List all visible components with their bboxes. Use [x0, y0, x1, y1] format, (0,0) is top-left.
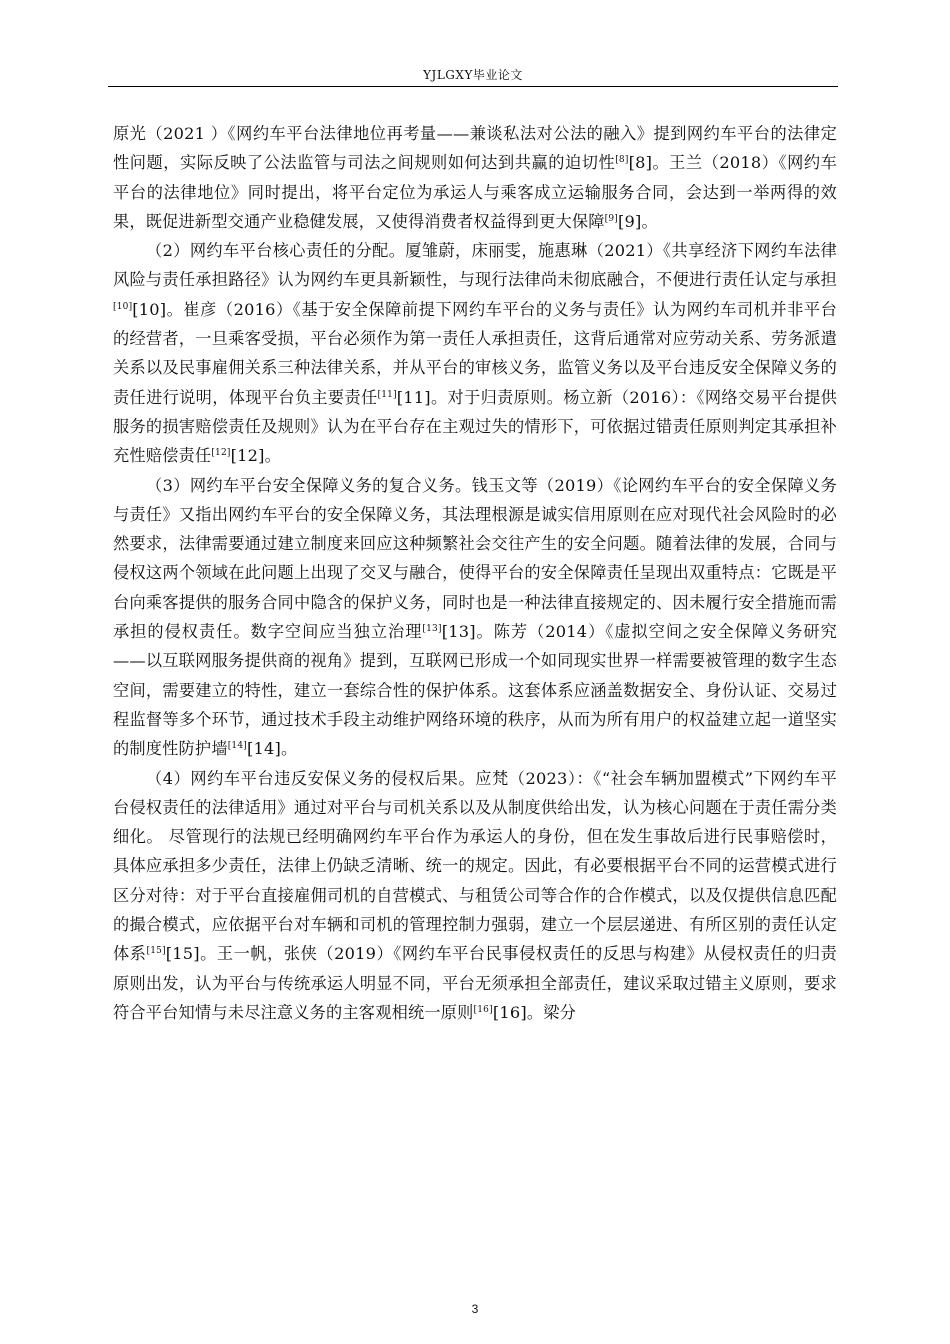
citation-superscript: [15]	[146, 946, 166, 957]
header-divider	[108, 86, 838, 87]
paragraph-text: [11]。对于归责原则。杨立新（2016）：《网络交易平台提供服务的损害赔偿责任及规则》认为在平台存在主观过失的情形下，可依据过错责任原则判定其承担补充性赔偿责任	[113, 387, 837, 466]
citation-superscript: [13]	[422, 624, 442, 635]
paragraph-text: [12]。	[230, 446, 282, 466]
citation-superscript: [9]	[604, 213, 618, 224]
paragraph	[113, 119, 837, 236]
citation-superscript: [12]	[211, 448, 231, 459]
paragraph-text: [10]。崔彦（2016）《基于安全保障前提下网约车平台的义务与责任》认为网约车司机并非平台的经营者，一旦乘客受损，平台必须作为第一责任人承担责任，这背后通常对应劳动关系、劳务派遣关系以及民事雇佣关系三种法律关系，并从平台的审核义务，监管义务以及平台违反安全保障义务的责任进行说明，体现平台负主要责任	[113, 299, 837, 407]
paragraph	[113, 764, 837, 1028]
paragraph	[113, 236, 837, 470]
paragraph-text: 原光（2021 ）《网约车平台法律地位再考量——兼谈私法对公法的融入》提到网约车平台的法律定性问题，实际反映了公法监管与司法之间规则如何达到共赢的迫切性	[113, 124, 837, 173]
citation-superscript: [8]	[615, 155, 629, 166]
page-number: 3	[471, 1302, 479, 1316]
paragraph-text: [13]。陈芳（2014）《虚拟空间之安全保障义务研究——以互联网服务提供商的视角》提到，互联网已形成一个如同现实世界一样需要被管理的数字生态空间，需要建立的特性，建立一套综合性的保护体系。这套体系应涵盖数据安全、身份认证、交易过程监督等多个环节，通过技术手段主动维护网络环境的秩序，从而为所有用户的权益建立起一道坚实的制度性防护墙	[113, 622, 837, 759]
citation-superscript: [14]	[227, 741, 247, 752]
paragraph-text: （4）网约车平台违反安保义务的侵权后果。应梵（2023）：《“社会车辆加盟模式”下网约车平台侵权责任的法律适用》通过对平台与司机关系以及从制度供给出发，认为核心问题在于责任需分类细化。 尽管现行的法规已经明确网约车平台作为承运人的身份，但在发生事故后进行民事赔偿时，具体应承担多少责任，法律上仍缺乏清晰、统一的规定。因此，有必要根据平台不同的运营模式进行区分对待：对于平台直接雇佣司机的自营模式、与租赁公司等合作的合作模式，以及仅提供信息匹配的撮合模式，应依据平台对车辆和司机的管理控制力强弱，建立一个层层递进、有所区别的责任认定体系	[113, 768, 837, 964]
paragraph	[113, 471, 837, 764]
running-header: YJLGXY毕业论文	[423, 68, 523, 82]
body-text	[113, 119, 837, 1027]
citation-superscript: [11]	[377, 389, 397, 400]
paragraph-text: [8]。王兰（2018）《网约车平台的法律地位》同时提出，将平台定位为承运人与乘客成立运输服务合同，会达到一举两得的效果，既促进新型交通产业稳健发展，又使得消费者权益得到更大保障	[113, 153, 837, 231]
paragraph-text: [16]。梁分	[492, 1002, 577, 1022]
citation-superscript: [10]	[113, 301, 133, 312]
paragraph-text: [14]。	[247, 739, 298, 759]
citation-superscript: [16]	[473, 1004, 493, 1015]
paragraph-text: [9]。	[617, 211, 658, 231]
paragraph-text: （2）网约车平台核心责任的分配。厦雏蔚，床丽雯，施惠琳（2021）《共享经济下网约车法律风险与责任承担路径》认为网约车更具新颖性，与现行法律尚未彻底融合，不便进行责任认定与承担	[113, 241, 837, 290]
paragraph-text: （3）网约车平台安全保障义务的复合义务。钱玉文等（2019）《论网约车平台的安全保障义务与责任》又指出网约车平台的安全保障义务，其法理根源是诚实信用原则在应对现代社会风险时的必然要求，法律需要通过建立制度来回应这种频繁社会交往产生的安全问题。随着法律的发展，合同与侵权这两个领域在此问题上出现了交叉与融合，使得平台的安全保障责任呈现出双重特点：它既是平台向乘客提供的服务合同中隐含的保护义务，同时也是一种法律直接规定的、因未履行安全措施而需承担的侵权责任。数字空间应当独立治理	[113, 475, 837, 642]
paragraph-text: [15]。王一帆，张侠（2019）《网约车平台民事侵权责任的反思与构建》从侵权责任的归责原则出发，认为平台与传统承运人明显不同，平台无须承担全部责任，建议采取过错主义原则，要求符合平台知情与未尽注意义务的主客观相统一原则	[113, 944, 837, 1022]
